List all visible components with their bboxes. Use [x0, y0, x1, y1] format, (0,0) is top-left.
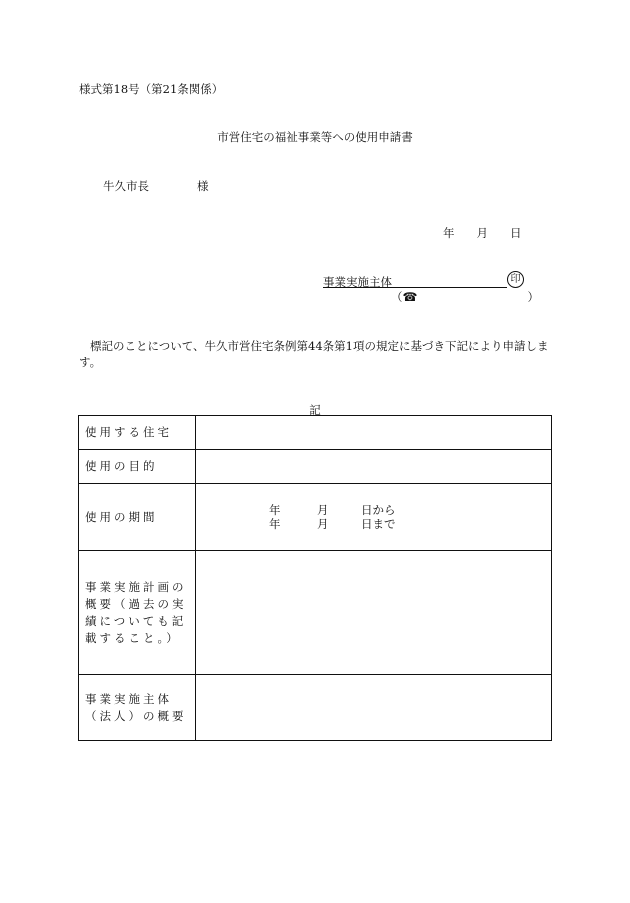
table-row — [79, 675, 552, 741]
ki-heading: 記 — [309, 403, 321, 417]
row-label-period: 使用の期間 — [79, 484, 196, 551]
date-year: 年 — [443, 226, 455, 240]
seal-mark: 印 — [507, 271, 524, 288]
phone-icon: ☎ — [402, 290, 418, 304]
row-label-entity: 事業実施主体（法人）の概要 — [79, 675, 196, 741]
table-row — [79, 484, 552, 551]
addressee-name: 牛久市長 — [103, 179, 149, 193]
housing-field[interactable] — [196, 416, 552, 450]
date-month: 月 — [476, 226, 488, 240]
row-label-purpose: 使用の目的 — [79, 450, 196, 484]
row-label-plan: 事業実施計画の概要（過去の実績についても記載すること。） — [79, 551, 196, 675]
entity-field[interactable] — [196, 675, 552, 741]
phone-row — [391, 289, 539, 305]
phone-close-paren: ） — [527, 290, 539, 304]
period-to — [269, 517, 551, 531]
addressee-honorific: 様 — [197, 179, 209, 193]
plan-field[interactable] — [196, 551, 552, 675]
row-label-housing: 使用する住宅 — [79, 416, 196, 450]
table-row — [79, 416, 552, 450]
period-from — [269, 503, 551, 517]
applicant-signature-line — [323, 287, 507, 288]
period-to-month: 月 — [317, 517, 329, 531]
period-from-year: 年 — [269, 503, 281, 517]
period-to-day: 日まで — [361, 517, 396, 531]
period-from-month: 月 — [317, 503, 329, 517]
table-row — [79, 551, 552, 675]
date-day: 日 — [510, 226, 522, 240]
form-number: 様式第18号（第21条関係） — [79, 82, 224, 96]
request-text: 標記のことについて、牛久市営住宅条例第44条第1項の規定に基づき下記により申請します。 — [79, 339, 549, 369]
applicant-label: 事業実施主体 — [323, 275, 392, 289]
purpose-field[interactable] — [196, 450, 552, 484]
table-row — [79, 450, 552, 484]
date-line — [443, 225, 522, 241]
period-field[interactable] — [196, 484, 552, 551]
addressee — [103, 178, 209, 194]
application-table — [78, 415, 552, 741]
phone-open-paren: （ — [391, 290, 403, 304]
period-from-day: 日から — [361, 503, 396, 517]
period-to-year: 年 — [269, 517, 281, 531]
document-title: 市営住宅の福祉事業等への使用申請書 — [217, 130, 413, 144]
